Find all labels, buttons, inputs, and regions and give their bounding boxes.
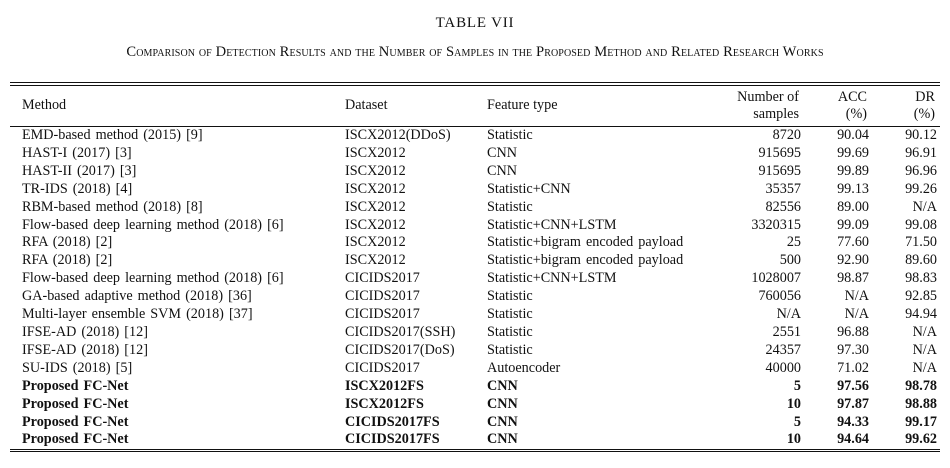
cell-dataset: ISCX2012: [345, 180, 406, 197]
cell-feature-type: Statistic+CNN+LSTM: [487, 270, 617, 287]
cell-method: Flow-based deep learning method (2018) [6]: [22, 270, 284, 287]
col-header-dr: [872, 86, 940, 127]
table-bottom-rule: [10, 449, 940, 452]
cell-samples: 915695: [758, 162, 801, 179]
cell-method: Proposed FC-Net: [22, 395, 129, 412]
table-row: [10, 270, 940, 288]
cell-acc: 92.90: [837, 252, 869, 269]
table-row: [10, 252, 940, 270]
table-header-row: [10, 86, 940, 127]
cell-samples: 3320315: [751, 216, 801, 233]
cell-dr: 98.83: [905, 270, 937, 287]
table-row: [10, 199, 940, 217]
cell-feature-type: Statistic+CNN: [487, 180, 571, 197]
cell-dataset: ISCX2012(DDoS): [345, 127, 451, 143]
cell-acc: 97.56: [837, 377, 869, 394]
table-row: [10, 181, 940, 199]
cell-samples: 8720: [772, 127, 801, 143]
cell-samples: 10: [786, 431, 801, 448]
cell-dataset: CICIDS2017: [345, 306, 420, 323]
cell-dr: 89.60: [905, 252, 937, 269]
cell-dr: 94.94: [905, 306, 937, 323]
cell-samples: 500: [779, 252, 801, 269]
table-row: [10, 431, 940, 449]
cell-acc: 97.87: [837, 395, 869, 412]
col-header-samples-line1: Number of: [737, 89, 799, 105]
table-row: [10, 396, 940, 414]
cell-dr: 96.96: [905, 162, 937, 179]
cell-method: HAST-II (2017) [3]: [22, 162, 137, 179]
cell-dataset: ISCX2012FS: [345, 395, 424, 412]
cell-feature-type: CNN: [487, 395, 518, 412]
cell-dataset: ISCX2012: [345, 216, 406, 233]
cell-acc: 71.02: [837, 359, 869, 376]
cell-method: RBM-based method (2018) [8]: [22, 198, 203, 215]
cell-method: GA-based adaptive method (2018) [36]: [22, 288, 252, 305]
cell-dataset: ISCX2012: [345, 252, 406, 269]
cell-acc: 99.13: [837, 180, 869, 197]
cell-samples: 40000: [765, 359, 801, 376]
col-header-samples-line2: samples: [753, 105, 799, 122]
col-header-dataset: [333, 86, 475, 127]
table-row: [10, 360, 940, 378]
cell-samples: 35357: [765, 180, 801, 197]
cell-method: IFSE-AD (2018) [12]: [22, 341, 148, 358]
cell-dataset: ISCX2012: [345, 198, 406, 215]
table-row: [10, 414, 940, 432]
results-table-wrap: [10, 82, 940, 452]
table-row: [10, 378, 940, 396]
cell-dataset: CICIDS2017: [345, 288, 420, 305]
cell-acc: 94.64: [837, 431, 869, 448]
cell-feature-type: Statistic: [487, 198, 533, 215]
cell-feature-type: CNN: [487, 413, 518, 430]
col-header-acc-line2: (%): [845, 105, 867, 122]
col-header-method-label: Method: [22, 97, 67, 114]
cell-samples: 2551: [772, 323, 801, 340]
cell-feature-type: Statistic+CNN+LSTM: [487, 216, 617, 233]
col-header-feature-type: [475, 86, 693, 127]
cell-feature-type: Statistic: [487, 323, 533, 340]
cell-method: IFSE-AD (2018) [12]: [22, 323, 148, 340]
cell-method: RFA (2018) [2]: [22, 234, 113, 251]
cell-feature-type: CNN: [487, 162, 517, 179]
cell-method: SU-IDS (2018) [5]: [22, 359, 133, 376]
cell-feature-type: Statistic: [487, 341, 533, 358]
cell-samples: 915695: [758, 144, 801, 161]
cell-feature-type: Statistic: [487, 288, 533, 305]
cell-method: Proposed FC-Net: [22, 431, 129, 448]
cell-method: RFA (2018) [2]: [22, 252, 113, 269]
cell-feature-type: Statistic+bigram encoded payload: [487, 234, 684, 251]
table-row: [10, 145, 940, 163]
cell-method: Flow-based deep learning method (2018) [6]: [22, 216, 284, 233]
table-header: [10, 86, 940, 127]
col-header-acc-line1: ACC: [837, 89, 867, 105]
cell-samples: 82556: [765, 198, 801, 215]
cell-feature-type: Statistic: [487, 306, 533, 323]
col-header-dataset-label: Dataset: [345, 97, 388, 114]
cell-acc: 99.09: [837, 216, 869, 233]
cell-acc: 99.89: [837, 162, 869, 179]
cell-dr: N/A: [912, 323, 937, 340]
cell-dr: 90.12: [905, 127, 937, 143]
cell-samples: 760056: [758, 288, 801, 305]
cell-acc: N/A: [844, 288, 869, 305]
table-row: [10, 127, 940, 145]
cell-dr: 92.85: [905, 288, 937, 305]
cell-method: HAST-I (2017) [3]: [22, 144, 132, 161]
cell-acc: 77.60: [837, 234, 869, 251]
cell-samples: 10: [786, 395, 801, 412]
table-caption: Comparison of Detection Results and the Number of Samples in the Proposed Method and Related Research Works: [126, 44, 824, 60]
table-row: [10, 324, 940, 342]
cell-dr: 96.91: [905, 144, 937, 161]
col-header-dr-line1: DR: [915, 89, 935, 105]
cell-method: TR-IDS (2018) [4]: [22, 180, 133, 197]
cell-dataset: ISCX2012: [345, 234, 406, 251]
cell-dr: 99.17: [905, 413, 937, 430]
cell-dr: N/A: [912, 359, 937, 376]
cell-method: Multi-layer ensemble SVM (2018) [37]: [22, 306, 253, 323]
cell-dr: 98.78: [905, 377, 937, 394]
cell-dataset: CICIDS2017FS: [345, 431, 440, 448]
table-row: [10, 342, 940, 360]
cell-feature-type: CNN: [487, 377, 518, 394]
cell-acc: 94.33: [837, 413, 869, 430]
cell-samples: 1028007: [751, 270, 801, 287]
cell-feature-type: CNN: [487, 431, 518, 448]
table-row: [10, 163, 940, 181]
col-header-dr-line2: (%): [913, 105, 935, 122]
table-row: [10, 217, 940, 235]
cell-samples: N/A: [776, 306, 801, 323]
col-header-samples: [693, 86, 804, 127]
cell-feature-type: CNN: [487, 144, 517, 161]
cell-acc: 89.00: [837, 198, 869, 215]
cell-dataset: CICIDS2017(SSH): [345, 323, 456, 340]
cell-dr: 99.08: [905, 216, 937, 233]
cell-acc: 98.87: [837, 270, 869, 287]
results-table: [10, 86, 940, 449]
table-row: [10, 234, 940, 252]
cell-samples: 25: [786, 234, 801, 251]
cell-dataset: ISCX2012FS: [345, 377, 424, 394]
cell-dr: N/A: [912, 341, 937, 358]
col-header-acc: [804, 86, 872, 127]
cell-dataset: CICIDS2017: [345, 270, 420, 287]
cell-dataset: CICIDS2017FS: [345, 413, 440, 430]
table-row: [10, 306, 940, 324]
table-body: [10, 127, 940, 450]
cell-feature-type: Statistic: [487, 127, 533, 143]
cell-samples: 5: [793, 413, 801, 430]
paper-page: [0, 14, 950, 468]
cell-samples: 24357: [765, 341, 801, 358]
cell-samples: 5: [793, 377, 801, 394]
cell-acc: 90.04: [837, 127, 869, 143]
cell-dataset: CICIDS2017(DoS): [345, 341, 455, 358]
col-header-method: [10, 86, 333, 127]
col-header-feature-type-label: Feature type: [487, 97, 558, 114]
cell-method: Proposed FC-Net: [22, 413, 129, 430]
cell-feature-type: Statistic+bigram encoded payload: [487, 252, 684, 269]
cell-method: EMD-based method (2015) [9]: [22, 127, 203, 143]
cell-acc: 96.88: [837, 323, 869, 340]
cell-dr: 98.88: [905, 395, 937, 412]
cell-acc: 97.30: [837, 341, 869, 358]
cell-dataset: ISCX2012: [345, 162, 406, 179]
cell-dr: 99.62: [905, 431, 937, 448]
cell-dr: 99.26: [905, 180, 937, 197]
cell-dr: 71.50: [905, 234, 937, 251]
cell-dataset: ISCX2012: [345, 144, 406, 161]
cell-acc: 99.69: [837, 144, 869, 161]
table-row: [10, 288, 940, 306]
cell-feature-type: Autoencoder: [487, 359, 561, 376]
cell-dr: N/A: [912, 198, 937, 215]
cell-acc: N/A: [844, 306, 869, 323]
cell-method: Proposed FC-Net: [22, 377, 129, 394]
cell-dataset: CICIDS2017: [345, 359, 420, 376]
table-number: TABLE VII: [435, 15, 515, 31]
